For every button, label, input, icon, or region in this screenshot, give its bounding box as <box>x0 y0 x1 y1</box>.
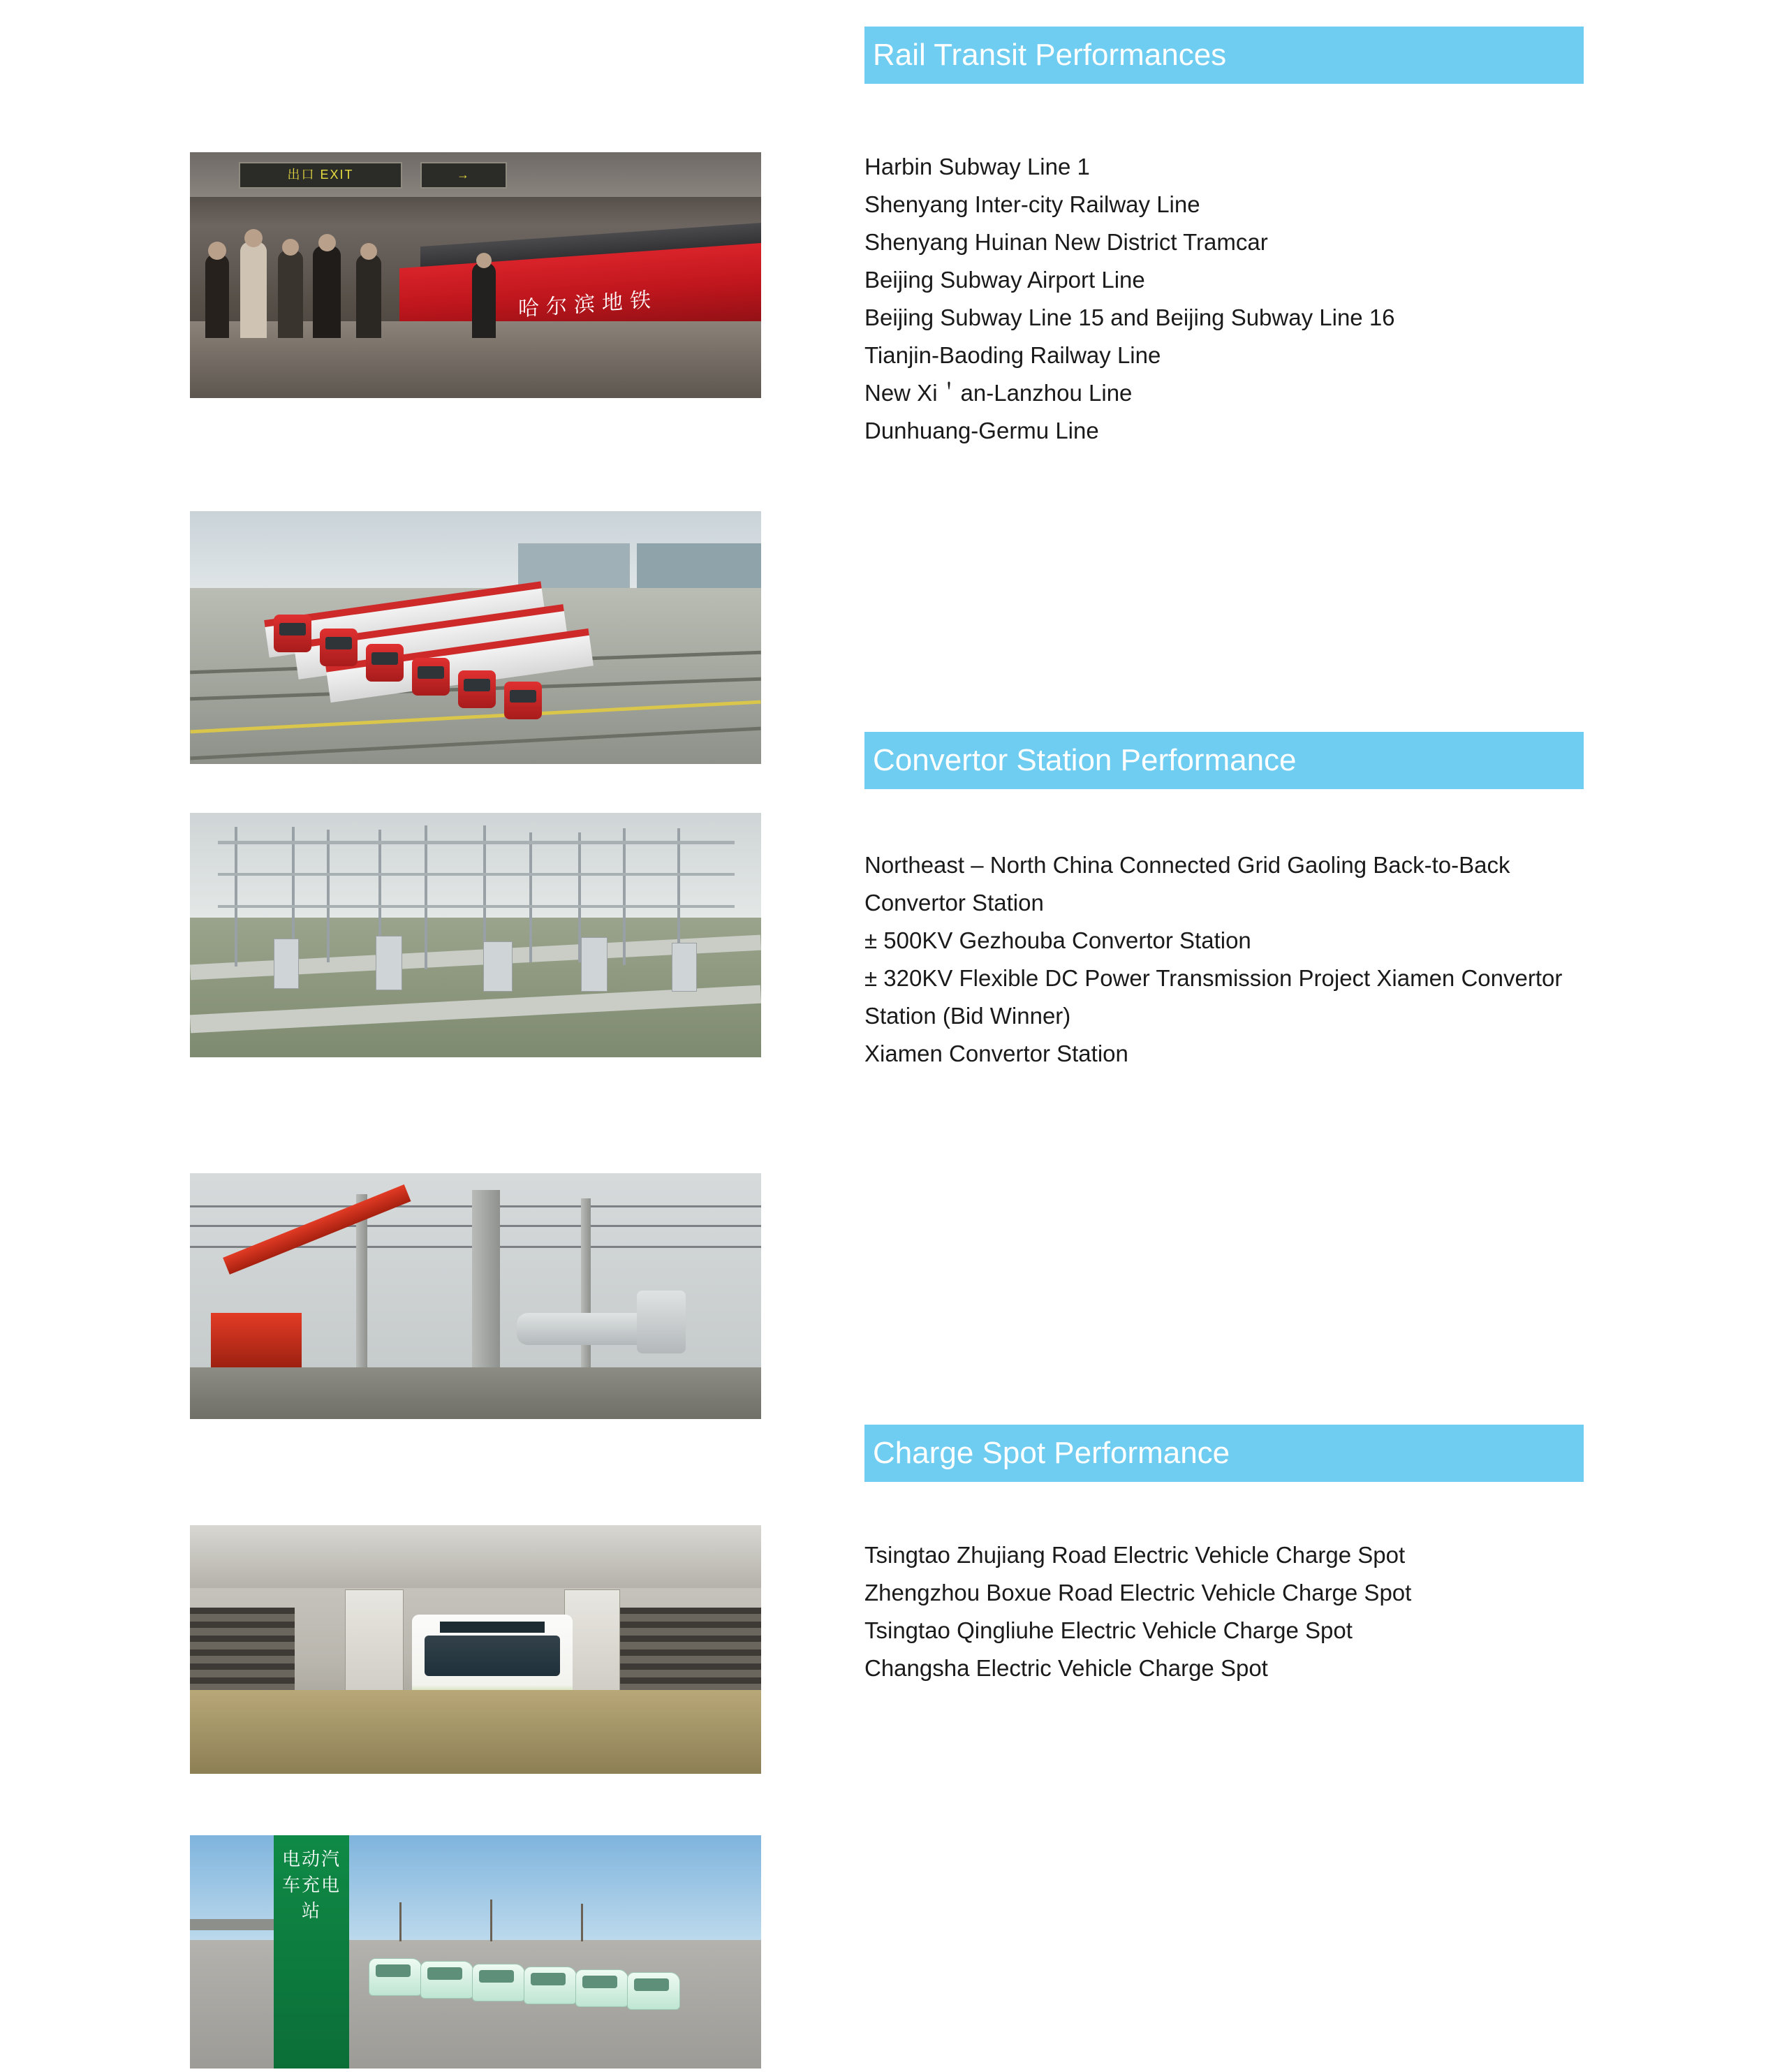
list-item: ± 500KV Gezhouba Convertor Station <box>864 927 1251 953</box>
electric-taxi <box>420 1961 473 1999</box>
ev-charging-station-sign <box>274 1835 349 2069</box>
depot-train-front <box>320 629 358 666</box>
depot-train-front <box>458 670 496 708</box>
platform-passenger-head <box>244 229 263 247</box>
car-window <box>531 1973 566 1985</box>
overhead-busbar <box>218 873 735 876</box>
car-window <box>427 1967 462 1980</box>
platform-passenger-head <box>282 239 299 256</box>
depot-train-front <box>412 658 450 696</box>
list-item: Beijing Subway Airport Line <box>864 267 1145 293</box>
platform-passenger <box>472 263 496 338</box>
depot-train-front <box>274 615 311 652</box>
section-heading-convertor-station <box>864 732 1584 789</box>
depot-train-windshield <box>418 666 444 679</box>
train-livery-text: 哈尔滨地铁 <box>518 288 658 321</box>
platform-passenger-head <box>318 234 336 251</box>
list-item: ± 320KV Flexible DC Power Transmission Project Xiamen Convertor Station (Bid Winner) <box>864 965 1569 1029</box>
platform-passenger-head <box>208 242 226 260</box>
image-column <box>190 0 763 2072</box>
substation-equipment <box>581 937 608 992</box>
ev-station-canopy <box>190 1919 281 1930</box>
platform-passenger-head <box>360 243 377 260</box>
car-window <box>582 1976 617 1988</box>
depot-train-windshield <box>325 637 352 649</box>
depot-train-front <box>504 682 542 719</box>
tree <box>490 1900 492 1941</box>
section-heading-charge-spot-label: Charge Spot Performance <box>873 1436 1230 1470</box>
car-window <box>376 1964 411 1977</box>
tree <box>581 1904 583 1941</box>
transmission-tower <box>529 832 581 962</box>
list-item: Shenyang Inter-city Railway Line <box>864 191 1200 217</box>
steel-column <box>472 1190 500 1373</box>
list-item: Tsingtao Zhujiang Road Electric Vehicle Charge Spot <box>864 1542 1406 1568</box>
tree <box>399 1902 402 1941</box>
photo-subway-platform <box>190 152 761 398</box>
list-item: Xiamen Convertor Station <box>864 1041 1128 1066</box>
bus-windshield <box>425 1636 560 1676</box>
substation-equipment <box>376 936 402 990</box>
depot-train-windshield <box>510 690 536 703</box>
list-item: Northeast – North China Connected Grid Gaoling Back-to-Back Convertor Station <box>864 852 1517 916</box>
electric-taxi <box>575 1969 628 2007</box>
depot-train-windshield <box>371 652 398 665</box>
section-list-rail-transit <box>864 148 1570 450</box>
section-list-convertor-station <box>864 846 1570 1073</box>
list-item: Beijing Subway Line 15 and Beijing Subway Line 16 <box>864 304 1395 330</box>
list-item: Tianjin-Baoding Railway Line <box>864 342 1161 368</box>
ev-charging-station-sign-label: 电动汽车充电站 <box>281 1849 341 1921</box>
car-window <box>479 1970 514 1983</box>
substation-equipment <box>274 939 299 989</box>
platform-passenger <box>240 242 267 338</box>
depot-building <box>637 543 761 592</box>
list-item: Shenyang Huinan New District Tramcar <box>864 229 1268 255</box>
charging-hall-ceiling <box>190 1525 761 1588</box>
depot-train-windshield <box>464 679 490 691</box>
list-item: Dunhuang-Germu Line <box>864 418 1099 443</box>
photo-bus-charging-hall <box>190 1525 761 1774</box>
overhead-busbar <box>218 905 735 908</box>
photo-train-depot <box>190 511 761 764</box>
substation-equipment <box>483 941 513 992</box>
list-item: Zhengzhou Boxue Road Electric Vehicle Charge Spot <box>864 1580 1412 1606</box>
depot-train-front <box>366 644 404 682</box>
list-item: Tsingtao Qingliuhe Electric Vehicle Charge Spot <box>864 1617 1353 1643</box>
platform-passenger <box>313 246 341 338</box>
depot-train-windshield <box>279 623 306 635</box>
car-window <box>634 1978 669 1991</box>
electric-taxi <box>524 1967 577 2004</box>
crane-site-ground <box>190 1367 761 1419</box>
station-direction-sign <box>420 162 507 189</box>
photo-convertor-substation <box>190 813 761 1057</box>
transmission-tower <box>327 830 381 962</box>
section-heading-charge-spot <box>864 1425 1584 1482</box>
gis-equipment-module <box>637 1291 686 1353</box>
platform-passenger <box>356 254 381 338</box>
transmission-tower <box>425 825 486 969</box>
list-item: Harbin Subway Line 1 <box>864 154 1090 179</box>
list-item: New Xi＇an-Lanzhou Line <box>864 380 1133 406</box>
station-direction-sign-label: → <box>457 168 471 182</box>
electric-taxi <box>627 1972 680 2010</box>
list-item: Changsha Electric Vehicle Charge Spot <box>864 1655 1268 1681</box>
section-heading-rail-transit <box>864 27 1584 84</box>
station-exit-sign <box>239 162 402 189</box>
photo-ev-charging-station <box>190 1835 761 2069</box>
section-list-charge-spot <box>864 1536 1570 1687</box>
bus-destination-display <box>440 1622 545 1633</box>
section-heading-convertor-station-label: Convertor Station Performance <box>873 743 1297 777</box>
electric-taxi <box>472 1964 525 2001</box>
section-heading-rail-transit-label: Rail Transit Performances <box>873 38 1227 72</box>
overhead-busbar <box>218 841 735 844</box>
photo-substation-crane <box>190 1173 761 1419</box>
platform-passenger <box>278 250 303 338</box>
substation-equipment <box>672 943 697 992</box>
platform-passenger <box>205 254 229 338</box>
platform-passenger-head <box>476 253 492 268</box>
charging-hall-floor <box>190 1690 761 1774</box>
electric-taxi <box>369 1958 422 1996</box>
station-exit-sign-label: 出口 EXIT <box>287 168 354 182</box>
